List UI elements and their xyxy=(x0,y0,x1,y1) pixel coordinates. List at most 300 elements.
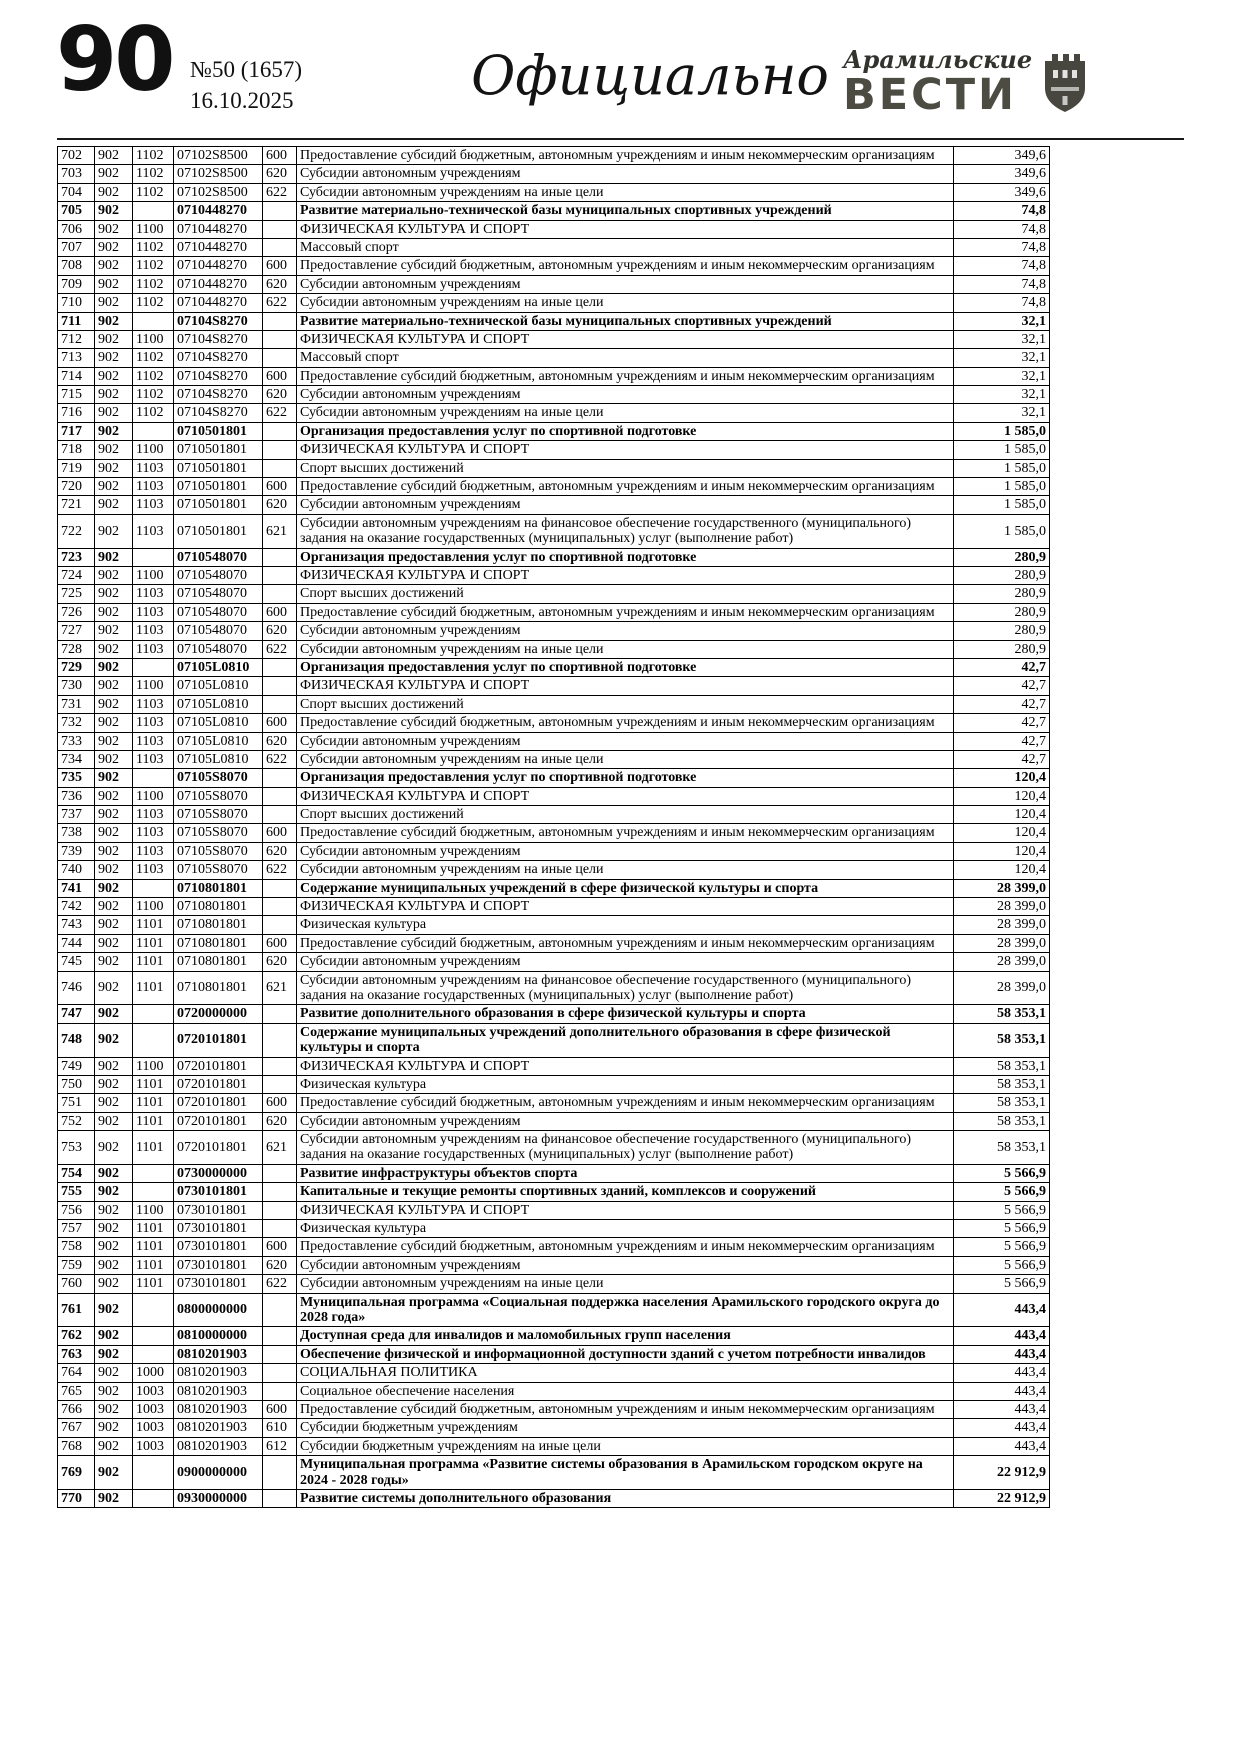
row-number-cell: 709 xyxy=(58,275,95,293)
table-row xyxy=(58,1201,1050,1219)
expense-type-code-cell xyxy=(263,806,297,824)
grbs-code-cell: 902 xyxy=(95,1364,133,1382)
row-number-cell: 764 xyxy=(58,1364,95,1382)
section-code-cell xyxy=(133,422,174,440)
page-number: 90 xyxy=(56,8,173,111)
table-row xyxy=(58,330,1050,348)
target-article-code-cell: 0710501801 xyxy=(174,422,263,440)
amount-cell: 42,7 xyxy=(954,677,1050,695)
expense-name-cell: Развитие инфраструктуры объектов спорта xyxy=(297,1164,954,1182)
table-row xyxy=(58,478,1050,496)
table-row xyxy=(58,386,1050,404)
table-row xyxy=(58,220,1050,238)
target-article-code-cell: 07105S8070 xyxy=(174,806,263,824)
issue-date: 16.10.2025 xyxy=(190,88,294,114)
amount-cell: 280,9 xyxy=(954,566,1050,584)
expense-name-cell: Развитие материально-технической базы муниципальных спортивных учреждений xyxy=(297,202,954,220)
grbs-code-cell: 902 xyxy=(95,1293,133,1327)
amount-cell: 32,1 xyxy=(954,404,1050,422)
expense-name-cell: Муниципальная программа «Социальная поддержка населения Арамильского городского округа до 2028 года» xyxy=(297,1293,954,1327)
row-number-cell: 770 xyxy=(58,1489,95,1507)
row-number-cell: 729 xyxy=(58,658,95,676)
expense-name-cell: Предоставление субсидий бюджетным, автономным учреждениям и иным некоммерческим организациям xyxy=(297,257,954,275)
row-number-cell: 726 xyxy=(58,603,95,621)
expense-name-cell: ФИЗИЧЕСКАЯ КУЛЬТУРА И СПОРТ xyxy=(297,677,954,695)
grbs-code-cell: 902 xyxy=(95,1275,133,1293)
section-code-cell: 1101 xyxy=(133,1131,174,1165)
section-code-cell: 1100 xyxy=(133,1201,174,1219)
amount-cell: 58 353,1 xyxy=(954,1075,1050,1093)
expense-type-code-cell: 600 xyxy=(263,714,297,732)
amount-cell: 74,8 xyxy=(954,294,1050,312)
expense-type-code-cell: 612 xyxy=(263,1437,297,1455)
table-row xyxy=(58,622,1050,640)
target-article-code-cell: 0710448270 xyxy=(174,294,263,312)
section-code-cell: 1103 xyxy=(133,622,174,640)
brand-name-top: Арамильские xyxy=(843,45,1033,74)
section-code-cell: 1003 xyxy=(133,1400,174,1418)
amount-cell: 1 585,0 xyxy=(954,514,1050,548)
amount-cell: 42,7 xyxy=(954,714,1050,732)
grbs-code-cell: 902 xyxy=(95,478,133,496)
grbs-code-cell: 902 xyxy=(95,1256,133,1274)
grbs-code-cell: 902 xyxy=(95,1023,133,1057)
amount-cell: 32,1 xyxy=(954,367,1050,385)
grbs-code-cell: 902 xyxy=(95,714,133,732)
expense-name-cell: Предоставление субсидий бюджетным, автономным учреждениям и иным некоммерческим организациям xyxy=(297,147,954,165)
expense-name-cell: Субсидии автономным учреждениям xyxy=(297,953,954,971)
grbs-code-cell: 902 xyxy=(95,404,133,422)
table-row xyxy=(58,842,1050,860)
row-number-cell: 756 xyxy=(58,1201,95,1219)
table-row xyxy=(58,1023,1050,1057)
expense-type-code-cell xyxy=(263,220,297,238)
row-number-cell: 739 xyxy=(58,842,95,860)
expense-type-code-cell: 600 xyxy=(263,1238,297,1256)
coat-of-arms-icon xyxy=(1042,50,1088,116)
expense-type-code-cell: 622 xyxy=(263,1275,297,1293)
amount-cell: 74,8 xyxy=(954,275,1050,293)
expense-type-code-cell: 620 xyxy=(263,386,297,404)
expense-type-code-cell xyxy=(263,1345,297,1363)
section-code-cell xyxy=(133,1005,174,1023)
amount-cell: 120,4 xyxy=(954,824,1050,842)
table-row xyxy=(58,294,1050,312)
amount-cell: 1 585,0 xyxy=(954,496,1050,514)
target-article-code-cell: 0810201903 xyxy=(174,1345,263,1363)
grbs-code-cell: 902 xyxy=(95,769,133,787)
expense-name-cell: Субсидии автономным учреждениям на финансовое обеспечение государственного (муниципального) задания на оказание государственных (муниципальных) услуг (выполнение работ) xyxy=(297,971,954,1005)
expense-name-cell: Организация предоставления услуг по спортивной подготовке xyxy=(297,658,954,676)
grbs-code-cell: 902 xyxy=(95,330,133,348)
section-code-cell: 1103 xyxy=(133,496,174,514)
row-number-cell: 755 xyxy=(58,1183,95,1201)
expense-name-cell: Субсидии автономным учреждениям xyxy=(297,622,954,640)
expense-name-cell: Организация предоставления услуг по спортивной подготовке xyxy=(297,548,954,566)
target-article-code-cell: 0710548070 xyxy=(174,548,263,566)
section-code-cell: 1101 xyxy=(133,971,174,1005)
table-row xyxy=(58,953,1050,971)
target-article-code-cell: 0720000000 xyxy=(174,1005,263,1023)
table-row xyxy=(58,441,1050,459)
row-number-cell: 759 xyxy=(58,1256,95,1274)
target-article-code-cell: 0710548070 xyxy=(174,603,263,621)
section-code-cell: 1101 xyxy=(133,1112,174,1130)
expense-name-cell: Массовый спорт xyxy=(297,349,954,367)
row-number-cell: 766 xyxy=(58,1400,95,1418)
grbs-code-cell: 902 xyxy=(95,898,133,916)
expense-type-code-cell: 610 xyxy=(263,1419,297,1437)
expense-type-code-cell xyxy=(263,695,297,713)
row-number-cell: 720 xyxy=(58,478,95,496)
table-row xyxy=(58,1419,1050,1437)
table-row xyxy=(58,459,1050,477)
grbs-code-cell: 902 xyxy=(95,1327,133,1345)
row-number-cell: 754 xyxy=(58,1164,95,1182)
expense-type-code-cell xyxy=(263,459,297,477)
target-article-code-cell: 0710548070 xyxy=(174,640,263,658)
grbs-code-cell: 902 xyxy=(95,658,133,676)
grbs-code-cell: 902 xyxy=(95,640,133,658)
grbs-code-cell: 902 xyxy=(95,1164,133,1182)
table-row xyxy=(58,732,1050,750)
page-header xyxy=(0,0,1241,142)
amount-cell: 280,9 xyxy=(954,622,1050,640)
table-row xyxy=(58,165,1050,183)
newspaper-name xyxy=(843,45,1033,120)
expense-type-code-cell xyxy=(263,677,297,695)
grbs-code-cell: 902 xyxy=(95,953,133,971)
table-row xyxy=(58,1075,1050,1093)
table-row xyxy=(58,202,1050,220)
expense-type-code-cell: 620 xyxy=(263,953,297,971)
row-number-cell: 702 xyxy=(58,147,95,165)
expense-name-cell: Предоставление субсидий бюджетным, автономным учреждениям и иным некоммерческим организациям xyxy=(297,824,954,842)
section-code-cell: 1100 xyxy=(133,330,174,348)
table-row xyxy=(58,1327,1050,1345)
target-article-code-cell: 0710801801 xyxy=(174,879,263,897)
expense-name-cell: Предоставление субсидий бюджетным, автономным учреждениям и иным некоммерческим организациям xyxy=(297,603,954,621)
expense-type-code-cell xyxy=(263,566,297,584)
row-number-cell: 757 xyxy=(58,1220,95,1238)
expense-type-code-cell xyxy=(263,787,297,805)
expense-type-code-cell xyxy=(263,1057,297,1075)
header-divider xyxy=(57,138,1184,140)
budget-table xyxy=(57,146,1050,1508)
section-code-cell: 1102 xyxy=(133,238,174,256)
amount-cell: 443,4 xyxy=(954,1400,1050,1418)
section-code-cell: 1102 xyxy=(133,386,174,404)
row-number-cell: 730 xyxy=(58,677,95,695)
section-code-cell: 1100 xyxy=(133,220,174,238)
expense-name-cell: Организация предоставления услуг по спортивной подготовке xyxy=(297,769,954,787)
amount-cell: 280,9 xyxy=(954,603,1050,621)
expense-name-cell: Спорт высших достижений xyxy=(297,806,954,824)
amount-cell: 28 399,0 xyxy=(954,898,1050,916)
expense-type-code-cell: 600 xyxy=(263,1400,297,1418)
amount-cell: 28 399,0 xyxy=(954,934,1050,952)
table-row xyxy=(58,275,1050,293)
section-code-cell: 1103 xyxy=(133,514,174,548)
expense-type-code-cell xyxy=(263,1327,297,1345)
row-number-cell: 712 xyxy=(58,330,95,348)
table-row xyxy=(58,603,1050,621)
target-article-code-cell: 0720101801 xyxy=(174,1112,263,1130)
expense-name-cell: Субсидии автономным учреждениям на иные цели xyxy=(297,1275,954,1293)
target-article-code-cell: 07105S8070 xyxy=(174,824,263,842)
expense-type-code-cell: 620 xyxy=(263,622,297,640)
expense-name-cell: Субсидии автономным учреждениям на иные цели xyxy=(297,750,954,768)
amount-cell: 443,4 xyxy=(954,1364,1050,1382)
expense-type-code-cell xyxy=(263,879,297,897)
amount-cell: 42,7 xyxy=(954,695,1050,713)
newspaper-logo xyxy=(843,45,1088,120)
section-code-cell xyxy=(133,658,174,676)
expense-name-cell: Предоставление субсидий бюджетным, автономным учреждениям и иным некоммерческим организациям xyxy=(297,714,954,732)
grbs-code-cell: 902 xyxy=(95,238,133,256)
target-article-code-cell: 0930000000 xyxy=(174,1489,263,1507)
amount-cell: 280,9 xyxy=(954,548,1050,566)
expense-type-code-cell: 600 xyxy=(263,603,297,621)
table-row xyxy=(58,787,1050,805)
row-number-cell: 746 xyxy=(58,971,95,1005)
expense-type-code-cell: 622 xyxy=(263,750,297,768)
expense-type-code-cell xyxy=(263,1293,297,1327)
issue-number: №50 (1657) xyxy=(190,57,303,82)
table-row xyxy=(58,898,1050,916)
amount-cell: 280,9 xyxy=(954,640,1050,658)
row-number-cell: 765 xyxy=(58,1382,95,1400)
grbs-code-cell: 902 xyxy=(95,842,133,860)
grbs-code-cell: 902 xyxy=(95,1094,133,1112)
target-article-code-cell: 0730101801 xyxy=(174,1183,263,1201)
table-row xyxy=(58,750,1050,768)
target-article-code-cell: 0720101801 xyxy=(174,1075,263,1093)
section-code-cell: 1100 xyxy=(133,1057,174,1075)
target-article-code-cell: 07105L0810 xyxy=(174,677,263,695)
grbs-code-cell: 902 xyxy=(95,367,133,385)
row-number-cell: 713 xyxy=(58,349,95,367)
row-number-cell: 750 xyxy=(58,1075,95,1093)
grbs-code-cell: 902 xyxy=(95,202,133,220)
target-article-code-cell: 07104S8270 xyxy=(174,404,263,422)
expense-name-cell: Спорт высших достижений xyxy=(297,585,954,603)
amount-cell: 443,4 xyxy=(954,1419,1050,1437)
amount-cell: 28 399,0 xyxy=(954,953,1050,971)
section-code-cell: 1103 xyxy=(133,640,174,658)
target-article-code-cell: 0710448270 xyxy=(174,202,263,220)
amount-cell: 22 912,9 xyxy=(954,1489,1050,1507)
grbs-code-cell: 902 xyxy=(95,386,133,404)
target-article-code-cell: 0810201903 xyxy=(174,1382,263,1400)
table-row xyxy=(58,548,1050,566)
row-number-cell: 742 xyxy=(58,898,95,916)
expense-name-cell: Обеспечение физической и информационной доступности зданий с учетом потребности инвалидов xyxy=(297,1345,954,1363)
section-code-cell xyxy=(133,769,174,787)
section-code-cell: 1101 xyxy=(133,1094,174,1112)
budget-table-section xyxy=(57,146,1050,1508)
table-row xyxy=(58,1256,1050,1274)
expense-type-code-cell xyxy=(263,769,297,787)
grbs-code-cell: 902 xyxy=(95,1183,133,1201)
grbs-code-cell: 902 xyxy=(95,441,133,459)
section-code-cell: 1102 xyxy=(133,257,174,275)
grbs-code-cell: 902 xyxy=(95,677,133,695)
grbs-code-cell: 902 xyxy=(95,1382,133,1400)
row-number-cell: 736 xyxy=(58,787,95,805)
table-row xyxy=(58,1275,1050,1293)
table-row xyxy=(58,147,1050,165)
row-number-cell: 743 xyxy=(58,916,95,934)
amount-cell: 5 566,9 xyxy=(954,1238,1050,1256)
section-code-cell: 1100 xyxy=(133,898,174,916)
row-number-cell: 747 xyxy=(58,1005,95,1023)
expense-name-cell: Субсидии бюджетным учреждениям на иные цели xyxy=(297,1437,954,1455)
grbs-code-cell: 902 xyxy=(95,732,133,750)
expense-name-cell: Субсидии автономным учреждениям xyxy=(297,1256,954,1274)
expense-type-code-cell xyxy=(263,916,297,934)
grbs-code-cell: 902 xyxy=(95,147,133,165)
grbs-code-cell: 902 xyxy=(95,312,133,330)
grbs-code-cell: 902 xyxy=(95,1400,133,1418)
grbs-code-cell: 902 xyxy=(95,750,133,768)
amount-cell: 1 585,0 xyxy=(954,459,1050,477)
amount-cell: 443,4 xyxy=(954,1382,1050,1400)
expense-name-cell: ФИЗИЧЕСКАЯ КУЛЬТУРА И СПОРТ xyxy=(297,220,954,238)
grbs-code-cell: 902 xyxy=(95,603,133,621)
expense-type-code-cell: 600 xyxy=(263,1094,297,1112)
grbs-code-cell: 902 xyxy=(95,1456,133,1490)
table-row xyxy=(58,183,1050,201)
table-row xyxy=(58,714,1050,732)
section-code-cell: 1100 xyxy=(133,566,174,584)
grbs-code-cell: 902 xyxy=(95,1489,133,1507)
grbs-code-cell: 902 xyxy=(95,916,133,934)
grbs-code-cell: 902 xyxy=(95,422,133,440)
target-article-code-cell: 0710801801 xyxy=(174,953,263,971)
grbs-code-cell: 902 xyxy=(95,275,133,293)
row-number-cell: 707 xyxy=(58,238,95,256)
section-code-cell: 1103 xyxy=(133,478,174,496)
expense-type-code-cell: 600 xyxy=(263,934,297,952)
section-code-cell xyxy=(133,1456,174,1490)
row-number-cell: 708 xyxy=(58,257,95,275)
grbs-code-cell: 902 xyxy=(95,459,133,477)
target-article-code-cell: 0710801801 xyxy=(174,971,263,1005)
table-row xyxy=(58,695,1050,713)
expense-type-code-cell xyxy=(263,1201,297,1219)
expense-type-code-cell xyxy=(263,1382,297,1400)
grbs-code-cell: 902 xyxy=(95,695,133,713)
amount-cell: 5 566,9 xyxy=(954,1183,1050,1201)
section-code-cell: 1102 xyxy=(133,183,174,201)
expense-type-code-cell: 620 xyxy=(263,165,297,183)
table-row xyxy=(58,585,1050,603)
row-number-cell: 769 xyxy=(58,1456,95,1490)
row-number-cell: 718 xyxy=(58,441,95,459)
expense-name-cell: Предоставление субсидий бюджетным, автономным учреждениям и иным некоммерческим организациям xyxy=(297,1400,954,1418)
table-row xyxy=(58,1220,1050,1238)
table-row xyxy=(58,1489,1050,1507)
section-code-cell: 1102 xyxy=(133,165,174,183)
expense-name-cell: ФИЗИЧЕСКАЯ КУЛЬТУРА И СПОРТ xyxy=(297,1057,954,1075)
expense-type-code-cell xyxy=(263,1456,297,1490)
grbs-code-cell: 902 xyxy=(95,806,133,824)
target-article-code-cell: 0810201903 xyxy=(174,1400,263,1418)
expense-name-cell: Капитальные и текущие ремонты спортивных зданий, комплексов и сооружений xyxy=(297,1183,954,1201)
expense-type-code-cell: 621 xyxy=(263,971,297,1005)
row-number-cell: 706 xyxy=(58,220,95,238)
grbs-code-cell: 902 xyxy=(95,1238,133,1256)
section-code-cell xyxy=(133,1183,174,1201)
amount-cell: 58 353,1 xyxy=(954,1112,1050,1130)
expense-type-code-cell xyxy=(263,1164,297,1182)
table-row xyxy=(58,1005,1050,1023)
amount-cell: 1 585,0 xyxy=(954,478,1050,496)
target-article-code-cell: 0810000000 xyxy=(174,1327,263,1345)
expense-name-cell: Субсидии автономным учреждениям xyxy=(297,842,954,860)
table-row xyxy=(58,1382,1050,1400)
expense-name-cell: ФИЗИЧЕСКАЯ КУЛЬТУРА И СПОРТ xyxy=(297,566,954,584)
table-row xyxy=(58,971,1050,1005)
row-number-cell: 753 xyxy=(58,1131,95,1165)
amount-cell: 58 353,1 xyxy=(954,1057,1050,1075)
section-code-cell: 1103 xyxy=(133,603,174,621)
target-article-code-cell: 0710448270 xyxy=(174,220,263,238)
row-number-cell: 722 xyxy=(58,514,95,548)
row-number-cell: 763 xyxy=(58,1345,95,1363)
expense-type-code-cell: 600 xyxy=(263,367,297,385)
expense-name-cell: Предоставление субсидий бюджетным, автономным учреждениям и иным некоммерческим организациям xyxy=(297,1238,954,1256)
expense-type-code-cell: 622 xyxy=(263,183,297,201)
amount-cell: 5 566,9 xyxy=(954,1164,1050,1182)
row-number-cell: 762 xyxy=(58,1327,95,1345)
section-code-cell: 1102 xyxy=(133,404,174,422)
expense-type-code-cell: 620 xyxy=(263,842,297,860)
expense-name-cell: Субсидии автономным учреждениям xyxy=(297,165,954,183)
row-number-cell: 705 xyxy=(58,202,95,220)
section-code-cell xyxy=(133,1164,174,1182)
section-code-cell xyxy=(133,1345,174,1363)
table-row xyxy=(58,677,1050,695)
expense-type-code-cell: 622 xyxy=(263,861,297,879)
section-code-cell: 1003 xyxy=(133,1437,174,1455)
expense-name-cell: Организация предоставления услуг по спортивной подготовке xyxy=(297,422,954,440)
table-row xyxy=(58,1057,1050,1075)
amount-cell: 349,6 xyxy=(954,147,1050,165)
amount-cell: 120,4 xyxy=(954,806,1050,824)
section-code-cell: 1100 xyxy=(133,677,174,695)
row-number-cell: 744 xyxy=(58,934,95,952)
target-article-code-cell: 0730101801 xyxy=(174,1275,263,1293)
target-article-code-cell: 0730101801 xyxy=(174,1220,263,1238)
section-code-cell: 1101 xyxy=(133,1275,174,1293)
row-number-cell: 732 xyxy=(58,714,95,732)
target-article-code-cell: 0710801801 xyxy=(174,916,263,934)
expense-name-cell: Субсидии автономным учреждениям xyxy=(297,732,954,750)
row-number-cell: 740 xyxy=(58,861,95,879)
row-number-cell: 758 xyxy=(58,1238,95,1256)
target-article-code-cell: 07104S8270 xyxy=(174,367,263,385)
row-number-cell: 751 xyxy=(58,1094,95,1112)
amount-cell: 120,4 xyxy=(954,861,1050,879)
row-number-cell: 716 xyxy=(58,404,95,422)
expense-type-code-cell xyxy=(263,349,297,367)
target-article-code-cell: 0720101801 xyxy=(174,1023,263,1057)
expense-type-code-cell xyxy=(263,1183,297,1201)
expense-name-cell: Субсидии автономным учреждениям на иные цели xyxy=(297,640,954,658)
amount-cell: 22 912,9 xyxy=(954,1456,1050,1490)
